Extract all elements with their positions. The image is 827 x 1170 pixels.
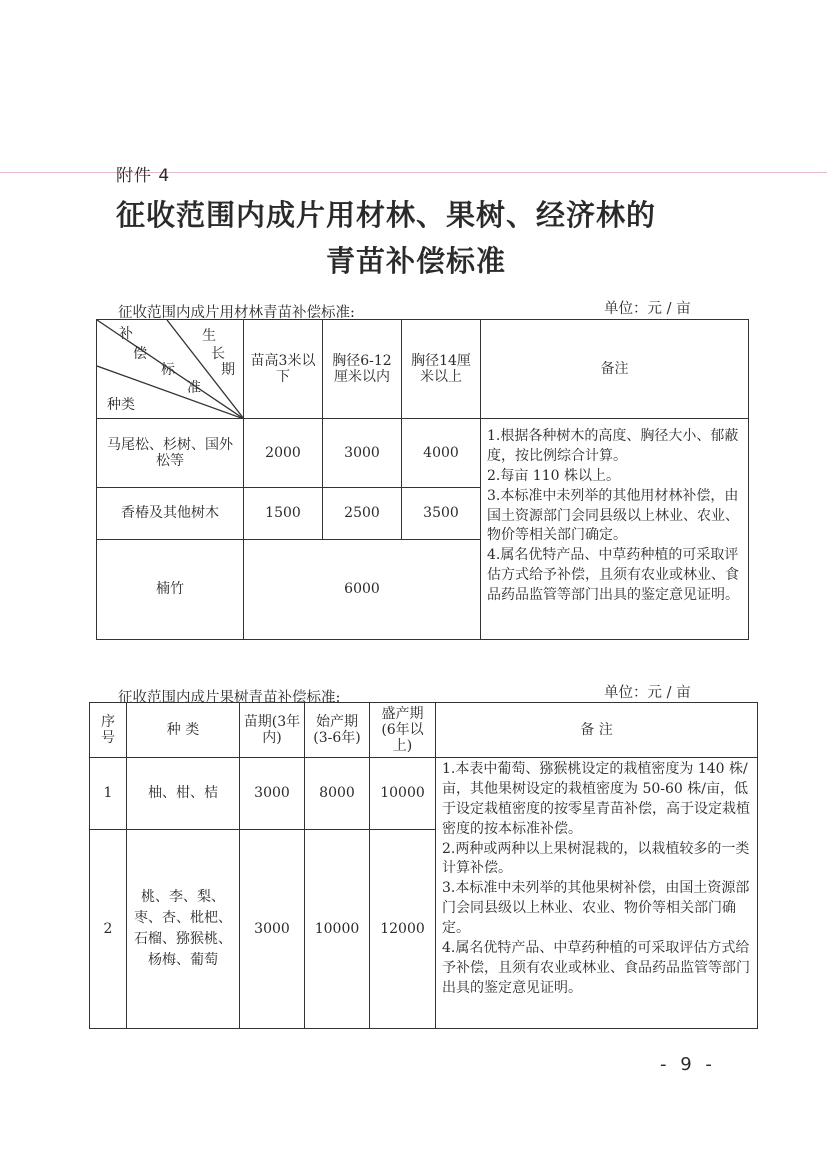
col-header-text: 苗高3米以下: [250, 352, 316, 385]
note-item: 1.根据各种树木的高度、胸径大小、郁蔽度，按比例综合计算。: [487, 428, 739, 464]
col-header-notes: 备 注: [436, 703, 758, 758]
note-item: 3.本标准中未列举的其他果树补偿，由国土资源部门会同县级以上林业、农业、物价等相关部门确定。: [442, 880, 750, 936]
note-item: 4.属名优特产品、中草药种植的可采取评估方式给予补偿，且须有农业或林业、食品药品监管等部门出具的鉴定意见证明。: [442, 939, 750, 996]
value-cell: 12000: [370, 830, 436, 1029]
table2-notes: [436, 758, 758, 1029]
table2-unit: 单位：元 / 亩: [604, 685, 691, 701]
value-cell: 3000: [240, 830, 305, 1029]
diag-label-zhang: 长: [211, 346, 225, 362]
title-line-1: 征收范围内成片用材林、果树、经济林的: [116, 198, 657, 232]
col-header: [240, 703, 305, 758]
merged-value-cell: 6000: [244, 540, 481, 640]
diag-label-bu: 补: [119, 326, 133, 342]
note-item: 2.两种或两种以上果树混栽的，以栽植较多的一类计算补偿。: [442, 840, 750, 877]
attachment-label: 附件 4: [116, 166, 171, 186]
col-header: [370, 703, 436, 758]
col-header-text: 序号: [101, 713, 115, 746]
note-item: 3.本标准中未列举的其他用材林补偿，由国土资源部门会同县级以上林业、农业、物价等相关部门确定。: [487, 487, 739, 544]
note-item: 4.属名优特产品、中草药种植的可采取评估方式给予补偿，且须有农业或林业、食品药品监管等部门出具的鉴定意见证明。: [487, 547, 739, 603]
col-header-kind: 种 类: [127, 703, 240, 758]
value-cell: 8000: [305, 758, 370, 830]
fruit-tree-compensation-table: [89, 702, 758, 1029]
table2-caption: 征收范围内成片果树青苗补偿标准:: [118, 690, 341, 706]
row-kind-text: 马尾松、杉树、国外松等: [107, 436, 233, 469]
col-header-text: 胸径6-12厘米以内: [332, 352, 392, 385]
col-header: [402, 320, 481, 419]
table1-caption: 征收范围内成片用材林青苗补偿标准:: [118, 305, 355, 321]
row-kind: 香椿及其他树木: [97, 488, 244, 540]
diag-label-sheng: 生: [202, 328, 216, 344]
value-cell: 2500: [323, 488, 402, 540]
row-kind: 柚、柑、桔: [127, 758, 240, 830]
col-header: [305, 703, 370, 758]
col-header-text: 盛产期(6年以上): [381, 705, 424, 755]
diagonal-header-cell: [97, 320, 244, 419]
note-item: 2.每亩 110 株以上。: [487, 467, 620, 484]
title-line-2: 青苗补偿标准: [326, 244, 507, 278]
row-no: 1: [90, 758, 127, 830]
col-header-text: 始产期(3-6年): [313, 713, 361, 746]
row-kind: [127, 830, 240, 1029]
value-cell: 3000: [240, 758, 305, 830]
value-cell: 4000: [402, 419, 481, 488]
row-no: 2: [90, 830, 127, 1029]
diag-label-chang2: 偿: [133, 346, 147, 362]
value-cell: 10000: [305, 830, 370, 1029]
col-header: [244, 320, 323, 419]
diag-label-qi: 期: [221, 362, 235, 378]
value-cell: 10000: [370, 758, 436, 830]
col-header: 备注: [481, 320, 749, 419]
value-cell: 2000: [244, 419, 323, 488]
row-kind: 楠竹: [97, 540, 244, 640]
row-kind: [97, 419, 244, 488]
diag-label-kind: 种类: [107, 397, 135, 413]
page-number: - 9 -: [660, 1054, 716, 1075]
table1-notes: [481, 419, 749, 640]
row-kind-text: 桃、李、梨、枣、杏、枇杷、石榴、猕猴桃、杨梅、葡萄: [134, 889, 232, 968]
diag-label-biao: 标: [161, 362, 175, 378]
value-cell: 3500: [402, 488, 481, 540]
col-header-text: 胸径14厘米以上: [411, 352, 471, 385]
diag-label-zhun: 准: [187, 380, 201, 396]
table1-unit: 单位：元 / 亩: [604, 301, 691, 317]
col-header-no: [90, 703, 127, 758]
value-cell: 3000: [323, 419, 402, 488]
col-header: [323, 320, 402, 419]
value-cell: 1500: [244, 488, 323, 540]
col-header-text: 苗期(3年内): [243, 713, 301, 746]
note-item: 1.本表中葡萄、猕猴桃设定的栽植密度为 140 株/亩，其他果树设定的栽植密度为 50-60 株/亩，低于设定栽植密度的按零星青苗补偿，高于设定栽植密度的按本标准补偿。: [442, 761, 750, 837]
timber-compensation-table: [96, 319, 749, 640]
